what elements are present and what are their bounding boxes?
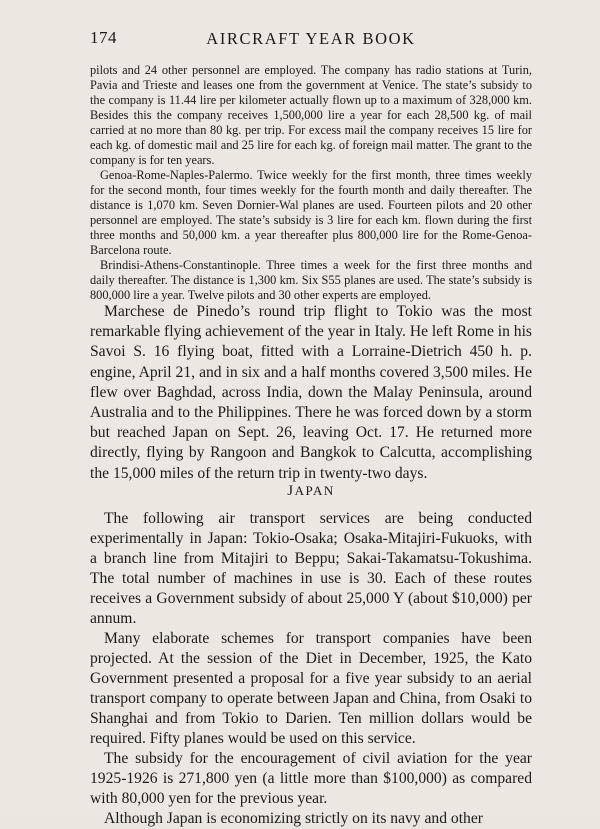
de-pinedo-section [90, 302, 532, 484]
paragraph-japan-schemes: Many elaborate schemes for transport companies have been projected. At the session of the Diet in December, 1925, the Kato Government presented a proposal for a five year subsidy to an aerial transport company to operate between Japan and China, from Osaki to Shanghai and from Tokio to Darien. Ten million dollars would be required. Fifty planes would be used on this service. [90, 630, 532, 747]
heading-rest: APAN [294, 483, 335, 498]
running-head [90, 28, 532, 52]
section-heading-japan [90, 483, 532, 500]
japan-section [90, 509, 532, 829]
heading-initial: J [287, 483, 295, 499]
page-number: 174 [90, 28, 117, 47]
paragraph-brindisi-route: Brindisi-Athens-Constantinople. Three times a week for the first three months and daily thereafter. The distance is 1,300 km. Six S55 planes are used. The state’s subsidy is 800,000 lire a year. Twelve pilots and 30 other experts are employed. [90, 258, 532, 302]
paragraph-genoa-route: Genoa-Rome-Naples-Palermo. Twice weekly for the first month, three times weekly for the second month, four times weekly for the fourth month and daily thereafter. The distance is 1,070 km. Seven Dornier-Wal planes are used. Fourteen pilots and 20 other personnel are employed. The state’s subsidy is 3 lire for each km. flown during the first three months and 50,000 km. a year thereafter plus 800,000 lire for the Rome-Genoa-Barcelona route. [90, 168, 532, 257]
italy-routes-section [90, 63, 532, 303]
paragraph-japan-subsidy: The subsidy for the encouragement of civil aviation for the year 1925-1926 is 271,800 yen (a little more than $100,000) as compared with 80,000 yen for the previous year. [90, 750, 532, 807]
paragraph-de-pinedo-flight: Marchese de Pinedo’s round trip flight to Tokio was the most remarkable flying achievement of the year in Italy. He left Rome in his Savoi S. 16 flying boat, fitted with a Lorraine-Dietrich 450 h. p. engine, April 21, and in six and a half months covered 3,500 miles. He flew over Baghdad, across India, down the Malay Peninsula, around Australia and to the Philippines. There he was forced down by a storm but reached Japan on Sept. 26, leaving Oct. 17. He returned more directly, flying by Rangoon and Bangkok to Calcutta, accomplishing the 15,000 miles of the return trip in twenty-two days. [90, 303, 532, 482]
paragraph-japan-services: The following air transport services are being conducted experimentally in Japan: Tokio-Osaka; Osaka-Mitajiri-Fukuoks, with a branch line from Mitajiri to Beppu; Sakai-Takamatsu-Tokushima. The total number of machines in use is 30. Each of these routes receives a Government subsidy of about 25,000 Y (about $10,000) per annum. [90, 510, 532, 627]
running-title: AIRCRAFT YEAR BOOK [206, 29, 416, 48]
paragraph-japan-navy: Although Japan is economizing strictly on its navy and other [104, 810, 483, 827]
paragraph-routes-continued: pilots and 24 other personnel are employed. The company has radio stations at Turin, Pavia and Trieste and leases one from the government at Venice. The state’s subsidy to the company is 11.44 lire per kilometer actually flown up to a maximum of 328,000 km. Besides this the company receives 1,500,000 lire a year for each 28,500 kg. of mail carried at no more than 80 kg. per trip. For excess mail the company receives 15 lire for each kg. of domestic mail and 25 lire for each kg. of foreign mail matter. The grant to the company is for ten years. [90, 63, 532, 167]
